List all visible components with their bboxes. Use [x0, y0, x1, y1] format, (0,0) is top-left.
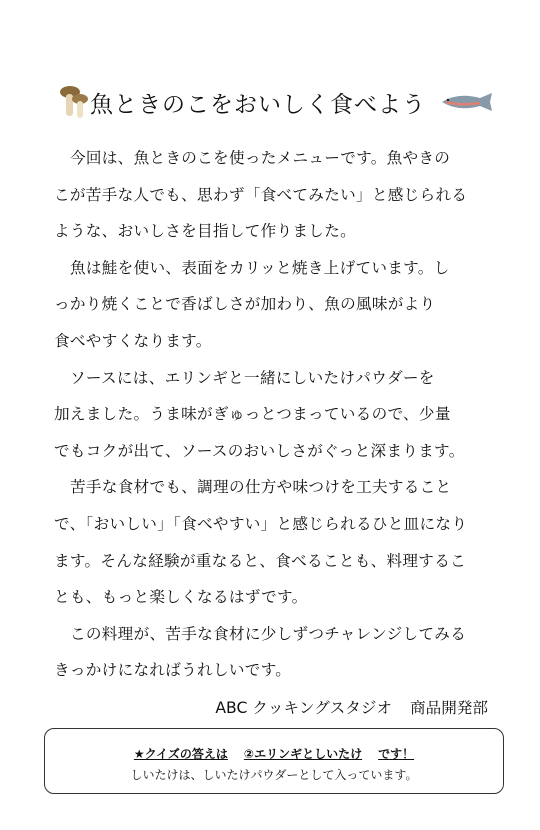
quiz-note: しいたけは、しいたけパウダーとして入っています。 — [130, 768, 418, 782]
text-line: 魚は鮭を使い、表面をカリッと焼き上げています。し — [70, 258, 450, 277]
mushroom-icon — [58, 84, 90, 120]
text-line: 今回は、魚ときのこを使ったメニューです。魚やきの — [70, 149, 451, 167]
paragraph-3 — [54, 360, 494, 470]
quiz-answer-box — [44, 728, 504, 794]
text-line: こが苦手な人でも、思わず「食べてみたい」と感じられる — [54, 185, 468, 204]
paragraph-2 — [54, 250, 494, 360]
paragraph-4 — [54, 469, 494, 615]
page-title: 魚ときのこをおいしく食べよう — [90, 92, 426, 118]
text-line: とも、もっと楽しくなるはずです。 — [54, 588, 308, 607]
text-line: 食べやすくなります。 — [54, 331, 212, 350]
quiz-answer — [45, 745, 503, 762]
text-line: ソースには、エリンギと一緒にしいたけパウダーを — [70, 368, 435, 387]
title-block — [58, 80, 498, 124]
text-line: ます。そんな経験が重なると、食べることも、料理するこ — [54, 551, 466, 570]
text-line: この料理が、苦手な食材に少しずつチャレンジしてみる — [70, 624, 467, 643]
quiz-answer-value: ②エリンギとしいたけ — [243, 747, 363, 761]
text-line: っかり焼くことで香ばしさが加わり、魚の風味がより — [54, 295, 436, 314]
text-line: 加えました。うま味がぎゅっとつまっているので、少量 — [54, 405, 451, 424]
paragraph-1 — [54, 140, 494, 250]
text-line: 苦手な食材でも、調理の仕方や味つけを工夫すること — [70, 478, 452, 497]
text-line: ような、おいしさを目指して作りました。 — [54, 222, 356, 241]
salmon-icon — [438, 90, 498, 114]
text-line: でもコクが出て、ソースのおいしさがぐっと深まります。 — [54, 441, 465, 460]
paragraph-5 — [54, 616, 494, 689]
quiz-suffix: です！ — [378, 747, 415, 761]
signature — [215, 696, 488, 718]
article-body — [54, 140, 494, 689]
department-name: 商品開発部 — [410, 699, 488, 717]
text-line: きっかけになればうれしいです。 — [54, 661, 292, 680]
studio-name: ABC クッキングスタジオ — [215, 699, 393, 717]
quiz-prefix: ★クイズの答えは — [133, 747, 228, 761]
text-line: で、「おいしい」「食べやすい」と感じられるひと皿になり — [54, 514, 468, 533]
